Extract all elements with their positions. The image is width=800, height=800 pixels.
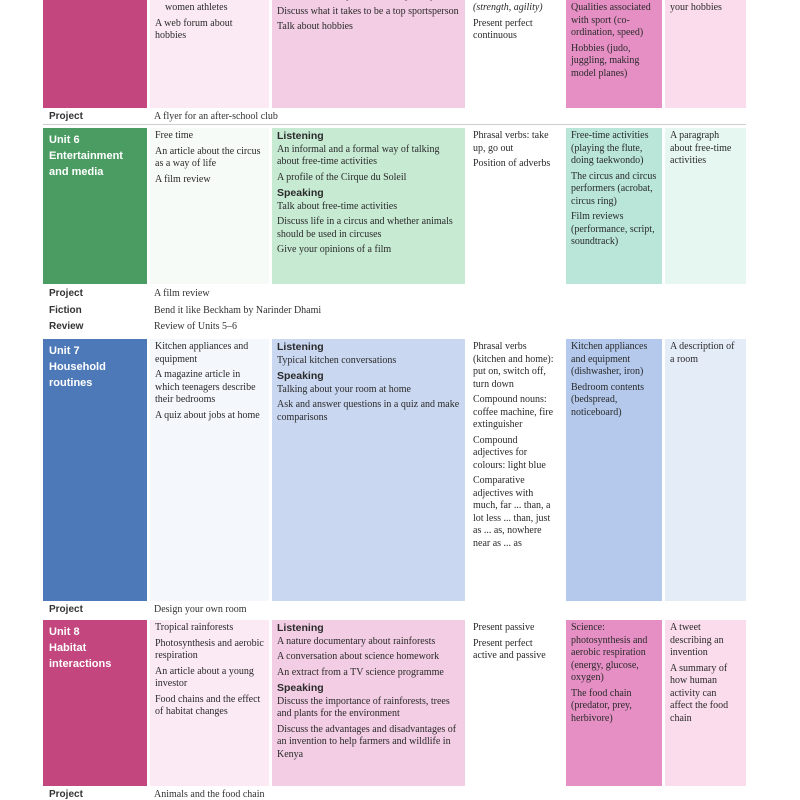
u8-c3-1: Present perfect active and passive xyxy=(473,637,546,661)
u8-l-2: An extract from a TV science programme xyxy=(277,666,444,678)
unit5-col4 xyxy=(566,0,662,108)
unit6-title: Unit 6 Entertainment and media xyxy=(43,128,147,284)
u8-s-0: Discuss the importance of rainforests, trees and plants for the environment xyxy=(277,695,450,719)
unit8-col1 xyxy=(150,620,269,786)
u5-c1-0: women athletes xyxy=(165,2,228,13)
u7-s-1: Ask and answer questions in a quiz and make comparisons xyxy=(277,399,460,423)
unit7-col5 xyxy=(665,339,746,601)
u5-c3-0: (strength, agility) xyxy=(473,2,543,13)
u7-c4-0: Kitchen appliances and equipment (dishwasher, iron) xyxy=(571,341,648,377)
u6-l-1: A profile of the Cirque du Soleil xyxy=(277,171,407,183)
u6-c1-1: An article about the circus as a way of life xyxy=(155,145,261,169)
unit6-project-text: A film review xyxy=(154,288,210,299)
u6-c4-2: Film reviews (performance, script, soundtrack) xyxy=(571,211,655,247)
u8-l-1: A conversation about science homework xyxy=(277,651,440,662)
unit6-review-text: Review of Units 5–6 xyxy=(154,321,238,332)
unit8-col2 xyxy=(272,620,465,786)
u8-c1-2: An article about a young investor xyxy=(155,665,254,689)
u7-speaking-head: Speaking xyxy=(277,370,324,382)
unit7-title: Unit 7 Household routines xyxy=(43,339,147,601)
unit6-review-label: Review xyxy=(49,321,84,332)
u6-s-1: Discuss life in a circus and whether animals should be used in circuses xyxy=(277,216,453,240)
u7-l-0: Typical kitchen conversations xyxy=(277,354,397,366)
unit8-project-text: Animals and the food chain xyxy=(154,789,265,800)
unit6-col3 xyxy=(468,128,563,284)
unit5-col2 xyxy=(272,0,465,108)
unit5-col5 xyxy=(665,0,746,108)
unit6-project-label: Project xyxy=(49,288,83,299)
u7-c3-1: Compound nouns: coffee machine, fire extinguisher xyxy=(473,394,554,430)
unit5-col1 xyxy=(150,0,269,108)
unit7-col1 xyxy=(150,339,269,601)
unit7-col2 xyxy=(272,339,465,601)
u7-c3-2: Compound adjectives for colours: light blue xyxy=(473,434,546,471)
u6-speaking-head: Speaking xyxy=(277,187,324,199)
unit6-col2 xyxy=(272,128,465,284)
u5-c3-1: Present perfect continuous xyxy=(473,17,533,41)
unit5-project-label: Project xyxy=(49,111,83,122)
u5-c4-0: Qualities associated with sport (co-ordination, speed) xyxy=(571,2,651,38)
u6-l-0: An informal and a formal way of talking about free-time activities xyxy=(277,143,440,167)
unit6-col1 xyxy=(150,128,269,284)
unit6-col4 xyxy=(566,128,662,284)
u5-c2-2: Talk about hobbies xyxy=(277,21,353,32)
u8-c1-1: Photosynthesis and aerobic respiration xyxy=(155,637,264,661)
u8-c1-3: Food chains and the effect of habitat changes xyxy=(155,693,261,717)
unit7-project-text: Design your own room xyxy=(154,604,247,615)
unit5-title-block xyxy=(43,0,147,108)
u5-c1-1: A web forum about hobbies xyxy=(155,17,233,41)
u6-c4-1: The circus and circus performers (acrobat, circus ring) xyxy=(571,170,657,207)
u8-c1-0: Tropical rainforests xyxy=(155,622,234,633)
u7-c1-2: A quiz about jobs at home xyxy=(155,409,260,421)
u8-l-0: A nature documentary about rainforests xyxy=(277,635,436,647)
u6-c1-2: A film review xyxy=(155,173,211,185)
u7-c1-1: A magazine article in which teenagers describe their bedrooms xyxy=(155,369,256,405)
u5-c2-1: Discuss what it takes to be a top sportsperson xyxy=(277,5,459,17)
unit5-col3 xyxy=(468,0,563,108)
u7-c3-3: Comparative adjectives with much, far ... than, a lot less ... than, just as ... as, nowhere near as ... as xyxy=(473,475,551,549)
unit8-project-label: Project xyxy=(49,789,83,800)
unit7-col3 xyxy=(468,339,563,601)
u6-s-2: Give your opinions of a film xyxy=(277,244,392,255)
unit5-project-text: A flyer for an after-school club xyxy=(154,111,278,122)
u8-c4-1: The food chain (predator, prey, herbivore) xyxy=(571,687,632,724)
u5-c5-0: your hobbies xyxy=(670,2,722,13)
u6-c3-0: Phrasal verbs: take up, go out xyxy=(473,130,549,154)
u6-c5-0: A paragraph about free-time activities xyxy=(670,130,732,166)
u7-c5-0: A description of a room xyxy=(670,341,735,365)
u6-s-0: Talk about free-time activities xyxy=(277,200,398,212)
unit6-col5 xyxy=(665,128,746,284)
u5-c4-1: Hobbies (judo, juggling, making model planes) xyxy=(571,42,640,79)
u8-speaking-head: Speaking xyxy=(277,682,324,694)
divider xyxy=(43,124,746,125)
u7-c3-0: Phrasal verbs (kitchen and home): put on, switch off, turn down xyxy=(473,341,554,390)
unit8-col3 xyxy=(468,620,563,786)
u6-c4-0: Free-time activities (playing the flute, doing taekwondo) xyxy=(571,130,649,166)
unit8-col5 xyxy=(665,620,746,786)
u7-c4-1: Bedroom contents (bedspread, noticeboard) xyxy=(571,381,645,418)
unit7-project-label: Project xyxy=(49,604,83,615)
u8-c4-0: Science: photosynthesis and aerobic respiration (energy, glucose, oxygen) xyxy=(571,622,648,683)
unit6-fiction-text: Bend it like Beckham by Narinder Dhami xyxy=(154,305,322,316)
u8-c3-0: Present passive xyxy=(473,622,535,633)
u6-c1-0: Free time xyxy=(155,130,194,141)
u8-c5-1: A summary of how human activity can affect the food chain xyxy=(670,662,729,724)
u7-c1-0: Kitchen appliances and equipment xyxy=(155,341,249,365)
unit7-col4 xyxy=(566,339,662,601)
u7-s-0: Talking about your room at home xyxy=(277,383,411,395)
u6-listening-head: Listening xyxy=(277,130,324,142)
u8-s-1: Discuss the advantages and disadvantages of an invention to help farmers and wildlife in Kenya xyxy=(277,723,457,760)
unit6-fiction-label: Fiction xyxy=(49,305,82,316)
u8-c5-0: A tweet describing an invention xyxy=(670,622,724,658)
u6-c3-1: Position of adverbs xyxy=(473,158,551,169)
u7-listening-head: Listening xyxy=(277,341,324,353)
unit8-title: Unit 8 Habitat interactions xyxy=(43,620,147,786)
u8-listening-head: Listening xyxy=(277,622,324,634)
unit8-col4 xyxy=(566,620,662,786)
u5-c2-0 xyxy=(277,0,460,3)
